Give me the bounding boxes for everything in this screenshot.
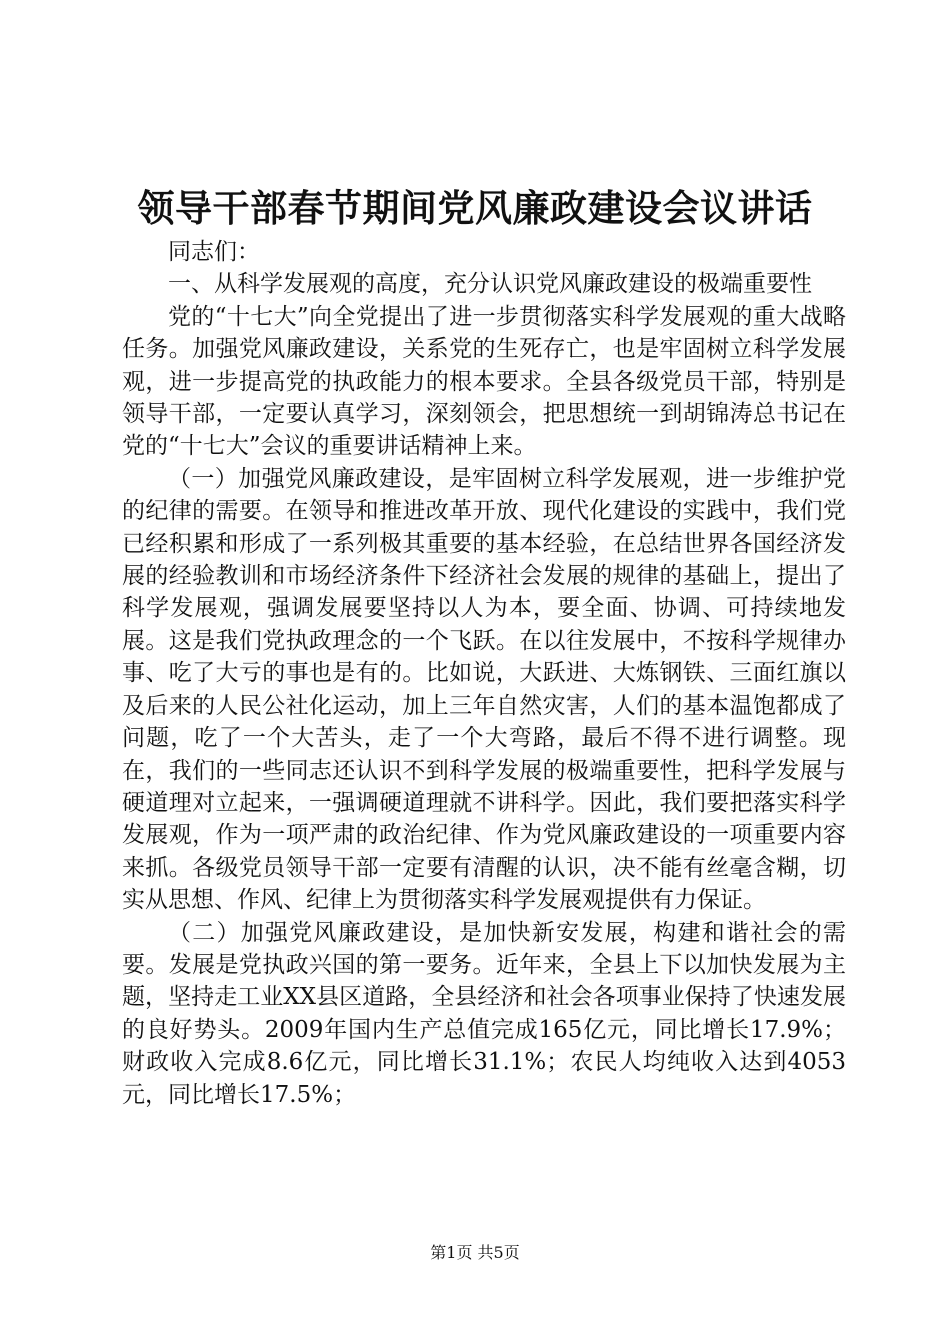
paragraph: （一）加强党风廉政建设，是牢固树立科学发展观，进一步维护党的纪律的需要。在领导和推进改革开放、现代化建设的实践中，我们党已经积累和形成了一系列极其重要的基本经验，在总结世界各国经济发展的经验教训和市场经济条件下经济社会发展的规律的基础上，提出了科学发展观，强调发展要坚持以人为本，要全面、协调、可持续地发展。这是我们党执政理念的一个飞跃。在以往发展中，不按科学规律办事、吃了大亏的事也是有的。比如说，大跃进、大炼钢铁、三面红旗以及后来的人民公社化运动，加上三年自然灾害，人们的基本温饱都成了问题，吃了一个大苦头，走了一个大弯路，最后不得不进行调整。现在，我们的一些同志还认识不到科学发展的极端重要性，把科学发展与硬道理对立起来，一强调硬道理就不讲科学。因此，我们要把落实科学发展观，作为一项严肃的政治纪律、作为党风廉政建设的一项重要内容来抓。各级党员领导干部一定要有清醒的认识，决不能有丝毫含糊，切实从思想、作风、纪律上为贯彻落实科学发展观提供有力保证。	[122, 465, 846, 914]
paragraph: （二）加强党风廉政建设，是加快新安发展，构建和谐社会的需要。发展是党执政兴国的第一要务。近年来，全县上下以加快发展为主题，坚持走工业XX县区道路，全县经济和社会各项事业保持了快速发展的良好势头。2009年国内生产总值完成165亿元，同比增长17.9%；财政收入完成8.6亿元，同比增长31.1%；农民人均纯收入达到4053元，同比增长17.5%；	[122, 919, 846, 1108]
section-heading: 一、从科学发展观的高度，充分认识党风廉政建设的极端重要性	[168, 271, 812, 298]
greeting: 同志们：	[168, 239, 260, 265]
page-footer: 第1页 共5页	[430, 1243, 520, 1262]
document-title: 领导干部春节期间党风廉政建设会议讲话	[137, 187, 813, 230]
paragraph: 党的“十七大”向全党提出了进一步贯彻落实科学发展观的重大战略任务。加强党风廉政建设，关系党的生死存亡，也是牢固树立科学发展观，进一步提高党的执政能力的根本要求。全县各级党员干部，特别是领导干部，一定要认真学习，深刻领会，把思想统一到胡锦涛总书记在党的“十七大”会议的重要讲话精神上来。	[122, 303, 846, 460]
document-body	[122, 236, 846, 1111]
